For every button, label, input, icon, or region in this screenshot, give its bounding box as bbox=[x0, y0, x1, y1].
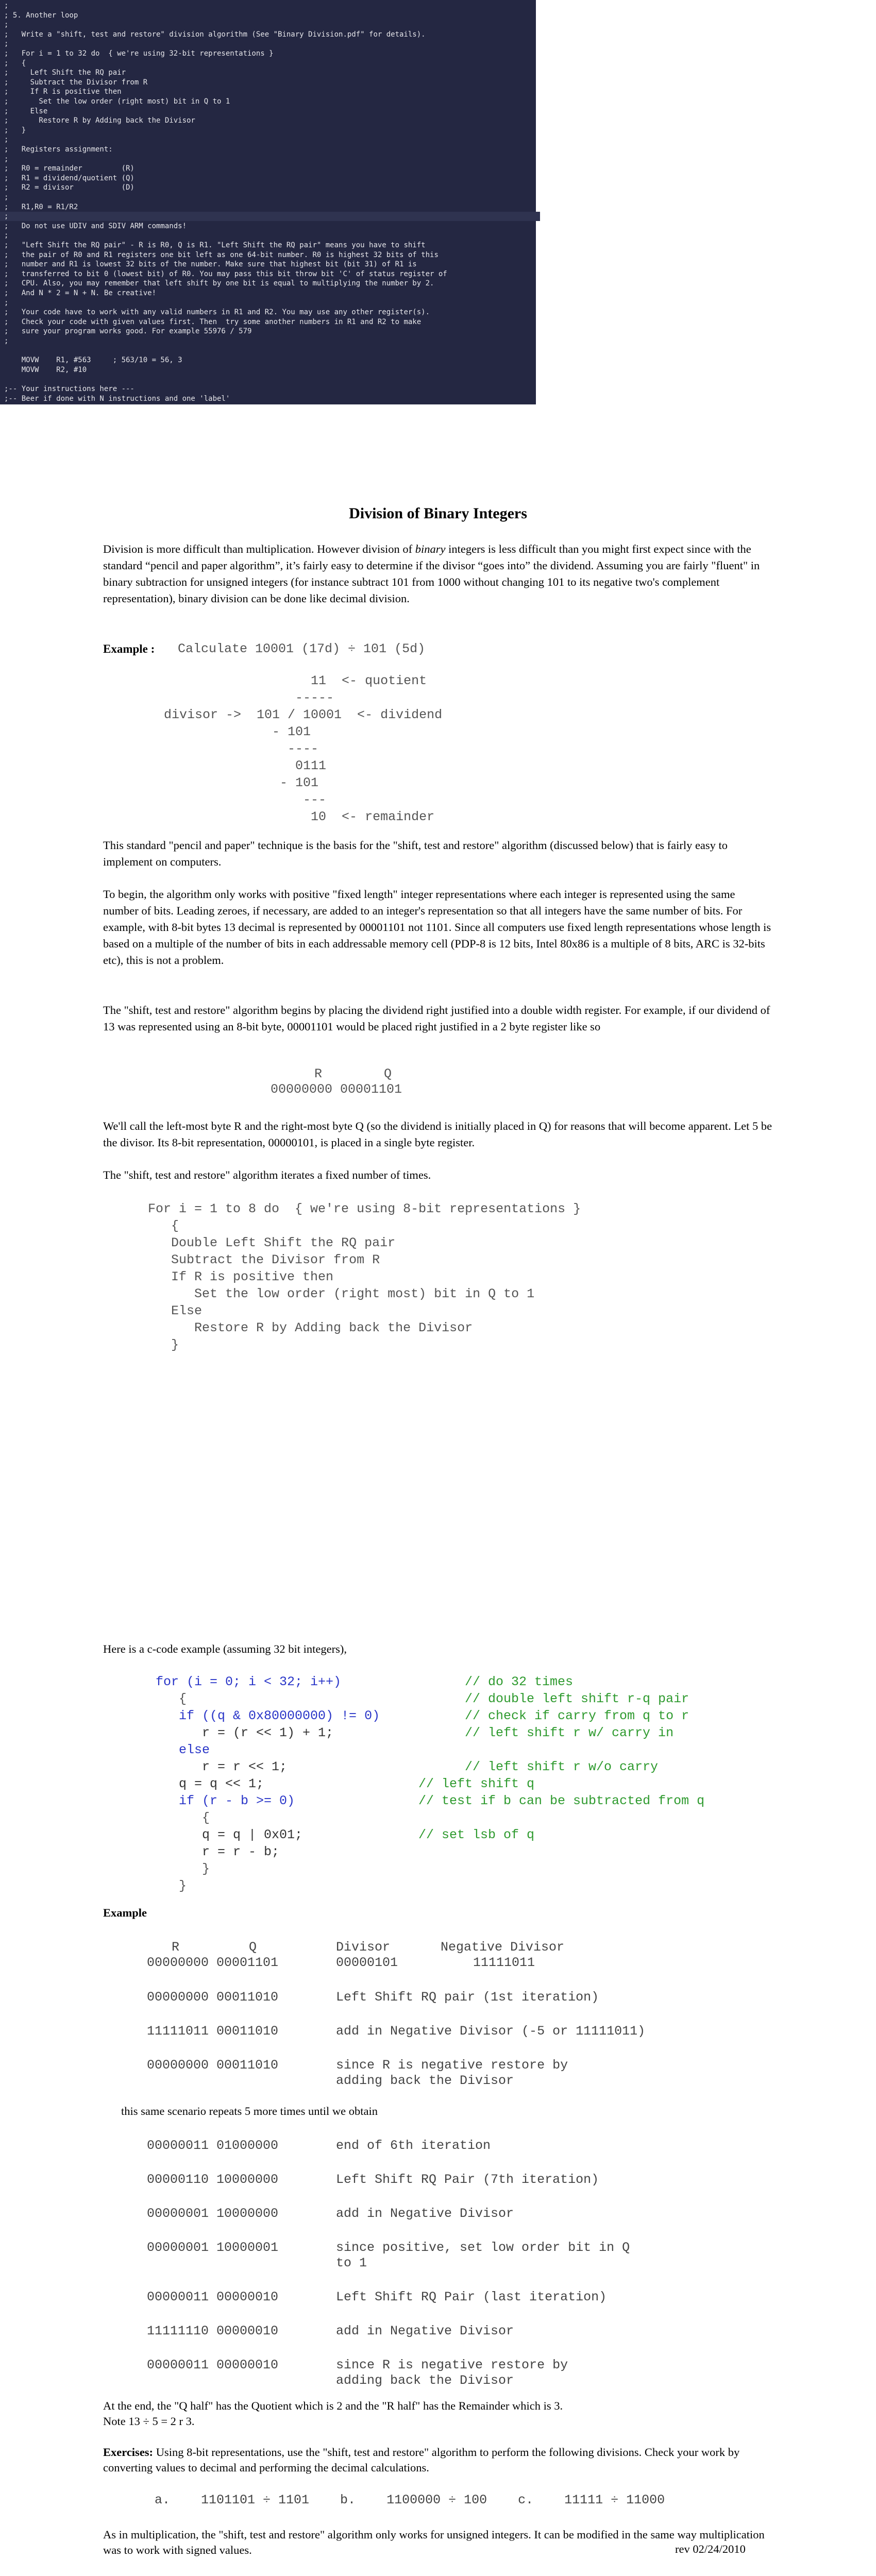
rq-register-header: R Q bbox=[299, 1066, 392, 1081]
code-line[interactable]: ; If R is positive then bbox=[4, 88, 122, 96]
code-line[interactable]: ; Left Shift the RQ pair bbox=[4, 69, 126, 77]
code-line[interactable]: MOVW R1, #563 ; 563/10 = 56, 3 bbox=[4, 356, 182, 365]
exercise-items: a. 1101101 ÷ 1101 b. 1100000 ÷ 100 c. 11111 ÷ 11000 bbox=[155, 2493, 665, 2507]
long-division-line: ----- bbox=[164, 690, 334, 705]
code-line[interactable]: ; Restore R by Adding back the Divisor bbox=[4, 116, 195, 125]
c-code-line: r = r << 1; bbox=[156, 1759, 288, 1774]
c-code-comment: // set lsb of q bbox=[418, 1827, 535, 1842]
long-division-line: 11 <- quotient bbox=[164, 673, 427, 688]
code-line[interactable]: ; bbox=[4, 155, 9, 163]
ex-header-q: Q bbox=[249, 1940, 257, 1955]
example-step-description: Left Shift RQ pair (1st iteration) bbox=[336, 1990, 599, 2005]
c-code-comment: // left shift r w/o carry bbox=[465, 1759, 659, 1774]
example-rq-value: 00000001 10000001 bbox=[147, 2240, 279, 2255]
example-step-description: Left Shift RQ Pair (last iteration) bbox=[336, 2290, 607, 2304]
example-step-description: since positive, set low order bit in Q bbox=[336, 2240, 630, 2255]
intro-paragraph: Division is more difficult than multiplication. However division of binary integers is less difficult than you might first expect since with the standard “pencil and paper algorithm”, it’s fairly easy to determine if the divisor “goes into” the dividend. Assuming you are fairly "fluent" in binary subtraction for unsigned integers (for instance subtract 101 from 1000 without changing 101 to its negative two's complement representation), binary division can be done like decimal division. bbox=[103, 543, 760, 605]
algorithm-line: { bbox=[148, 1218, 179, 1233]
c-code-line: } bbox=[156, 1878, 187, 1893]
example-step-description: add in Negative Divisor (-5 or 11111011) bbox=[336, 2024, 646, 2039]
c-code-comment: // double left shift r-q pair bbox=[465, 1691, 689, 1706]
example-rq-value: 00000110 10000000 bbox=[147, 2172, 279, 2187]
code-line[interactable]: ; 5. Another loop bbox=[4, 11, 78, 20]
c-code-line: else bbox=[156, 1742, 210, 1757]
ex-header-r: R bbox=[172, 1940, 180, 1955]
code-line[interactable]: ; bbox=[4, 337, 9, 345]
ex-header-divisor-value: 00000101 bbox=[336, 1955, 398, 1970]
code-line[interactable]: ; R0 = remainder (R) bbox=[4, 164, 134, 173]
code-line[interactable]: ; R1 = dividend/quotient (Q) bbox=[4, 174, 134, 182]
long-division-line: 0111 bbox=[164, 758, 327, 773]
c-code-line: r = r - b; bbox=[156, 1844, 280, 1859]
code-line[interactable]: ; { bbox=[4, 59, 26, 67]
algorithm-line: Else bbox=[148, 1303, 203, 1318]
algorithm-line: } bbox=[148, 1337, 179, 1352]
code-editor-panel[interactable] bbox=[0, 0, 536, 404]
code-line[interactable]: ; bbox=[0, 212, 540, 221]
code-line[interactable]: ; Do not use UDIV and SDIV ARM commands! bbox=[4, 222, 187, 230]
example-calculation: Calculate 10001 (17d) ÷ 101 (5d) bbox=[178, 641, 426, 656]
code-line[interactable]: ; Subtract the Divisor from R bbox=[4, 78, 148, 87]
code-line[interactable]: ; And N * 2 = N + N. Be creative! bbox=[4, 289, 157, 297]
long-division-line: divisor -> 101 / 10001 <- dividend bbox=[164, 707, 443, 722]
code-line[interactable]: ; Write a "shift, test and restore" division algorithm (See "Binary Division.pdf" for details). bbox=[4, 30, 426, 39]
algorithm-line: Subtract the Divisor from R bbox=[148, 1252, 380, 1267]
code-line[interactable]: MOVW R2, #10 bbox=[4, 365, 87, 374]
code-line[interactable]: ; transferred to bit 0 (lowest bit) of R0. You may pass this bit throw bit 'C' of status register of bbox=[4, 269, 447, 278]
c-code-comment: // left shift q bbox=[418, 1776, 535, 1791]
example-step-description: to 1 bbox=[336, 2256, 367, 2270]
code-line[interactable]: ; bbox=[4, 193, 9, 201]
paragraph-ccode: Here is a c-code example (assuming 32 bit integers), bbox=[103, 1642, 347, 1655]
code-line[interactable]: ; Your code have to work with any valid numbers in R1 and R2. You may use any other register(s). bbox=[4, 308, 430, 317]
code-line[interactable]: ; CPU. Also, you may remember that left shift by one bit is equal to multiplying the number by 2. bbox=[4, 279, 434, 288]
final-paragraph: As in multiplication, the "shift, test and restore" algorithm only works for unsigned integers. It can be modified in the same way multiplication was to work with signed values. bbox=[103, 2528, 765, 2556]
algorithm-pseudocode bbox=[148, 1200, 581, 1353]
code-line[interactable]: ; "Left Shift the RQ pair" - R is R0, Q is R1. "Left Shift the RQ pair" means you have to shift bbox=[4, 241, 426, 249]
example-rq-value: 00000000 00011010 bbox=[147, 1990, 279, 2005]
ex-header-negative-value: 11111011 bbox=[473, 1955, 535, 1970]
algorithm-line: Set the low order (right most) bit in Q to 1 bbox=[148, 1286, 535, 1301]
example-rq-value: 00000001 10000000 bbox=[147, 2206, 279, 2221]
document-title: Division of Binary Integers bbox=[349, 505, 527, 522]
code-line[interactable]: ; the pair of R0 and R1 registers one bit left as one 64-bit number. R0 is highest 32 bits of this bbox=[4, 250, 439, 259]
example-step-description: add in Negative Divisor bbox=[336, 2324, 514, 2338]
example-rq-value: 11111011 00011010 bbox=[147, 2024, 279, 2039]
c-code-line: q = q | 0x01; bbox=[156, 1827, 303, 1842]
ex-header-rq-value: 00000000 00001101 bbox=[147, 1955, 279, 1970]
long-division-line: 10 <- remainder bbox=[164, 809, 435, 824]
long-division-line: --- bbox=[164, 792, 327, 807]
ex-header-divisor: Divisor bbox=[336, 1940, 391, 1955]
code-line[interactable]: ; sure your program works good. For example 55976 / 579 bbox=[4, 327, 252, 336]
c-code-line: q = q << 1; bbox=[156, 1776, 264, 1791]
code-line[interactable]: ; Set the low order (right most) bit in Q to 1 bbox=[4, 97, 230, 106]
code-line[interactable]: ; number and R1 is lowest 32 bits of the number. Make sure that highest bit (bit 31) of R1 is bbox=[4, 260, 417, 269]
c-code-line: if (r - b >= 0) bbox=[156, 1793, 295, 1808]
code-line[interactable]: ; R1,R0 = R1/R2 bbox=[4, 202, 78, 211]
exercises-paragraph: Exercises: Using 8-bit representations, use the "shift, test and restore" algorithm to perform the following divisions. Check your work by converting values to decimal and performing the decimal calculations. bbox=[103, 2446, 740, 2474]
repeat-text: this same scenario repeats 5 more times until we obtain bbox=[121, 2105, 378, 2117]
example-rq-value: 00000011 00000010 bbox=[147, 2290, 279, 2304]
example-step-description: Left Shift RQ Pair (7th iteration) bbox=[336, 2172, 599, 2187]
long-division-line: - 101 bbox=[164, 775, 319, 790]
algorithm-line: Double Left Shift the RQ pair bbox=[148, 1235, 396, 1250]
example-step-description: adding back the Divisor bbox=[336, 2373, 514, 2388]
example-step-description: end of 6th iteration bbox=[336, 2138, 491, 2153]
c-code-comment: // do 32 times bbox=[465, 1674, 574, 1689]
code-line[interactable]: ; R2 = divisor (D) bbox=[4, 183, 134, 192]
paragraph-standard: This standard "pencil and paper" technique is the basis for the "shift, test and restore" algorithm (discussed below) that is fairly easy to implement on computers. bbox=[103, 839, 728, 868]
code-line[interactable]: ; bbox=[4, 40, 9, 48]
example-step-description: add in Negative Divisor bbox=[336, 2206, 514, 2221]
c-code-line: if ((q & 0x80000000) != 0) bbox=[156, 1708, 380, 1723]
algorithm-line: If R is positive then bbox=[148, 1269, 334, 1284]
c-code-comment: // left shift r w/ carry in bbox=[465, 1725, 674, 1740]
c-code-line: { bbox=[156, 1810, 210, 1825]
code-line[interactable]: ; bbox=[4, 21, 9, 29]
example-rq-value: 00000000 00011010 bbox=[147, 2058, 279, 2073]
code-line[interactable]: ; bbox=[4, 135, 9, 144]
example-step-description: since R is negative restore by bbox=[336, 2058, 568, 2073]
example-step-description: since R is negative restore by bbox=[336, 2358, 568, 2372]
code-line[interactable]: ; Registers assignment: bbox=[4, 145, 113, 154]
example-2-label: Example bbox=[103, 1906, 147, 1919]
code-line[interactable]: ; Check your code with given values first. Then try some another numbers in R1 and R2 to make bbox=[4, 317, 422, 326]
code-line[interactable]: ; bbox=[4, 2, 9, 10]
c-code-line: } bbox=[156, 1861, 210, 1876]
code-line[interactable]: ; For i = 1 to 32 do { we're using 32-bit representations } bbox=[4, 49, 274, 58]
c-code-line: { bbox=[156, 1691, 187, 1706]
example-rq-value: 11111110 00000010 bbox=[147, 2324, 279, 2338]
code-line[interactable]: ;-- Beer if done with N instructions and one 'label' bbox=[4, 394, 230, 403]
revision-date: rev 02/24/2010 bbox=[675, 2543, 746, 2555]
example-rq-value: 00000011 01000000 bbox=[147, 2138, 279, 2153]
code-line[interactable]: ; Else bbox=[4, 107, 48, 115]
code-line[interactable]: ; bbox=[4, 298, 9, 307]
long-division-example bbox=[164, 672, 442, 825]
example-label: Example : bbox=[103, 642, 155, 655]
code-line[interactable]: ;-- Your instructions here --- bbox=[4, 385, 134, 393]
long-division-line: - 101 bbox=[164, 724, 311, 739]
paragraph-begin: To begin, the algorithm only works with positive "fixed length" integer representations where each integer is represented using the same number of bits. Leading zeroes, if necessary, are added to an integer's representation so that all integers have the same number of bits. For example, with 8-bit bytes 13 decimal is represented by 00001101 not 1101. Since all computers use fixed length representations whose length is based on a multiple of the number of bits in each addressable memory cell (PDP-8 is 12 bits, Intel 80x86 is a multiple of 8 bits, ARC is 32-bits etc), this is not a problem. bbox=[103, 888, 771, 967]
c-code-comment: // check if carry from q to r bbox=[465, 1708, 689, 1723]
paragraph-call: We'll call the left-most byte R and the right-most byte Q (so the dividend is initially placed in Q) for reasons that will become apparent. Let 5 be the divisor. Its 8-bit representation, 00000101, is placed in a single byte register. bbox=[103, 1120, 772, 1149]
long-division-line: ---- bbox=[164, 741, 319, 756]
rq-register-value: 00000000 00001101 bbox=[271, 1082, 402, 1097]
paragraph-iterates: The "shift, test and restore" algorithm iterates a fixed number of times. bbox=[103, 1168, 431, 1181]
c-code-comment: // test if b can be subtracted from q bbox=[418, 1793, 705, 1808]
paragraph-begins-placing: The "shift, test and restore" algorithm begins by placing the dividend right justified into a double width register. For example, if our dividend of 13 was represented using an 8-bit byte, 00001101 would be placed right justified in a 2 byte register like so bbox=[103, 1004, 770, 1033]
c-code-line: for (i = 0; i < 32; i++) bbox=[156, 1674, 342, 1689]
end-text: At the end, the "Q half" has the Quotient which is 2 and the "R half" has the Remainder which is 3. Note 13 ÷ 5 = 2 r 3. bbox=[103, 2399, 563, 2428]
algorithm-line: For i = 1 to 8 do { we're using 8-bit representations } bbox=[148, 1201, 581, 1216]
ex-header-negative-divisor: Negative Divisor bbox=[441, 1940, 565, 1955]
code-line[interactable]: ; } bbox=[4, 126, 26, 134]
code-line[interactable]: ; bbox=[4, 231, 9, 240]
algorithm-line: Restore R by Adding back the Divisor bbox=[148, 1320, 473, 1335]
example-step-description: adding back the Divisor bbox=[336, 2073, 514, 2088]
example-rq-value: 00000011 00000010 bbox=[147, 2358, 279, 2372]
c-code-line: r = (r << 1) + 1; bbox=[156, 1725, 334, 1740]
